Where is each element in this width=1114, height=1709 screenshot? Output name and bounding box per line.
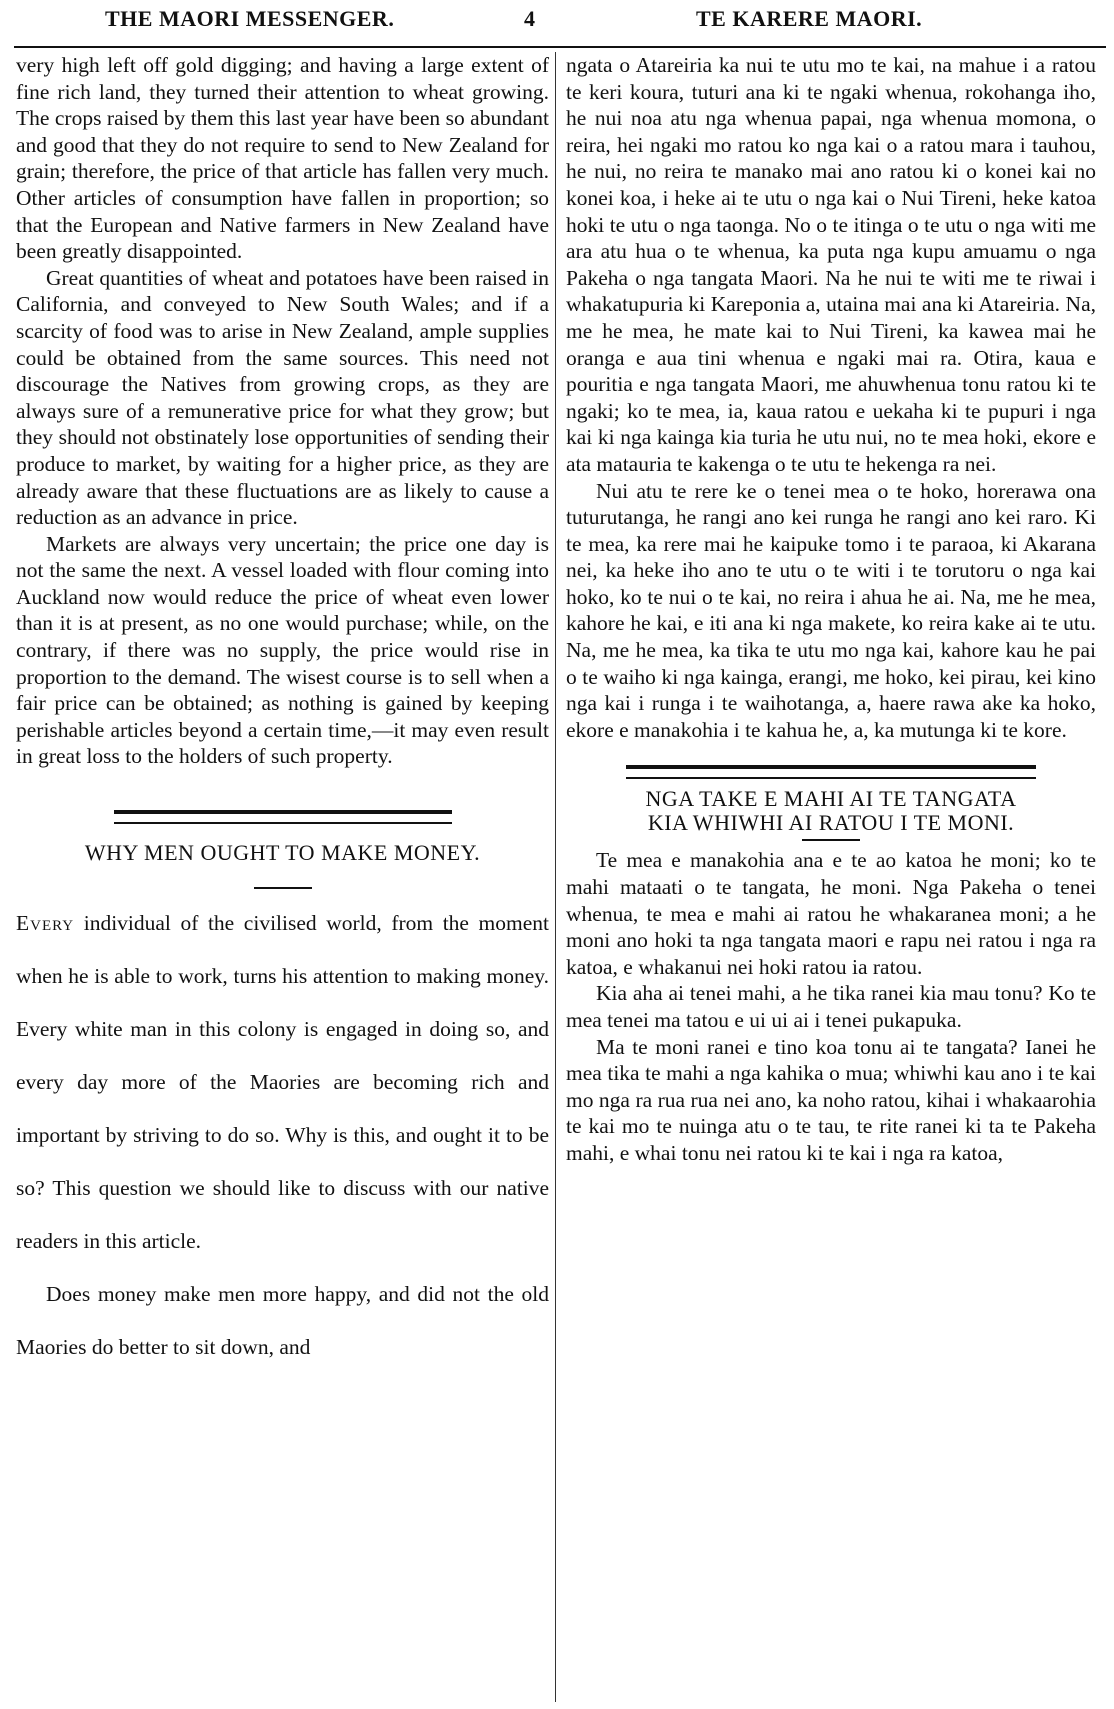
maori-paragraph: ngata o Atareiria ka nui te utu mo te kai, na mahue i a ratou te keri koura, tuturi ana ki te ngaki whenua, rokohanga iho, he nui noa atu nga whenua papai, nga whenua momona, o reira, hei ngaki mo ratou ko nga kai o a ratou mara i tauhou, he nui, no reira te manako mai ano ratou ki o konei kai no konei koa, i heke ai te utu o nga kai o Nui Tireni, heke katoa hoki te utu o nga taonga. No o te itinga o te utu o nga witi me ara atu hua o te whenua, ka puta nga kupu amuamu o nga Pakeha o nga tangata Maori. Na he nui te witi me te riwai i whakatupuria ki Kareponia a, utaina mai ana ki Atareiria. Na, me he mea, he mate kai to Nui Tireni, ka kawea mai he oranga e aua tini whenua e ngaki mai ra. Otira, kaua e pouritia e nga tangata Maori, me ahuwhenua tonu ratou ki te ngaki; ko te mea, ia, kaua ratou e uekaha ki te pupuri i nga kai ki nga kainga kia turia he utu nui, no te mea hoki, ekore e ata matauria te kakenga o te utu te hekenga ra nei. bbox=[566, 53, 1096, 476]
maori-section-paragraph: Te mea e manakohia ana e te ao katoa he moni; ko te mahi mataati o te tangata, he moni. Nga Pakeha o tenei whenua, te mea e mahi ai ratou he whakaranea moni; a he moni ano hoki ta nga tangata maori e rapu nei ratou i nga ra katoa, e whakanui nei hoki ratou ia ratou. bbox=[566, 848, 1096, 979]
english-section-paragraph: Does money make men more happy, and did not the old Maories do better to sit down, and bbox=[16, 1281, 549, 1359]
section-double-rule bbox=[626, 765, 1036, 779]
section-title-english: WHY MEN OUGHT TO MAKE MONEY. bbox=[84, 840, 481, 866]
maori-section-paragraph: Kia aha ai tenei mahi, a he tika ranei kia mau tonu? Ko te mea tenei ma tatou e ui ui ai i tenei pukapuka. bbox=[566, 981, 1096, 1032]
section-title-maori-line-2: KIA WHIWHI AI RATOU I TE MONI. bbox=[647, 810, 1015, 836]
english-paragraph: Markets are always very uncertain; the price one day is not the same the next. A vessel loaded with flour coming into Auckland now would reduce the price of wheat even lower than it is at present, as no one would purchase; while, on the contrary, if there was no supply, the price would rise in proportion to the demand. The wisest course is to sell when a fair price can be obtained; as nothing is gained by keeping perishable articles beyond a certain time,—it may even result in great loss to the holders of such property. bbox=[16, 531, 549, 769]
column-divider bbox=[555, 52, 556, 1702]
page-number: 4 bbox=[524, 6, 536, 31]
section-paragraph-text: individual of the civilised world, from the moment when he is able to work, turns his attention to making money. Every white man in this colony is engaged in doing so, and every day more of the Maories are becoming rich and important by striving to do so. Why is this, and ought it to be so? This question we should like to discuss with our native readers in this article. bbox=[16, 910, 550, 1253]
page-header bbox=[0, 0, 1114, 44]
english-paragraph: Great quantities of wheat and potatoes have been raised in California, and conveyed to New South Wales; and if a scarcity of food was to arise in New Zealand, ample supplies could be obtained from the same sources. This need not discourage the Natives from growing crops, as they are always sure of a remunerative price for what they grow; but they should not obstinately lose opportunities of sending their produce to market, by waiting for a higher price, as they are already aware that these fluctuations are as likely to cause a reduction as an advance in price. bbox=[16, 265, 549, 530]
section-double-rule bbox=[114, 810, 452, 824]
maori-section-paragraph: Ma te moni ranei e tino koa tonu ai te tangata? Ianei he mea tika te mahi a nga kahika o mua; whiwhi kau ano i te kai mo nga ra rua rua nei ano, ka noho ratou, kihai i whakaarohia te kai mo te nuinga atu o te tau, te rite ranei ki ta te Pakeha mahi, e whai tonu nei ratou ki te kai i nga ra katoa, bbox=[566, 1034, 1096, 1165]
section-lead-word: Every bbox=[16, 910, 75, 935]
english-section-body bbox=[16, 897, 549, 1374]
english-column bbox=[16, 52, 549, 1374]
english-paragraph: very high left off gold digging; and having a large extent of fine rich land, they turned their attention to wheat growing. The crops raised by them this last year have been so abundant and good that they do not require to send to New Zealand for grain; therefore, the price of that article has fallen very much. Other articles of consumption have fallen in proportion; so that the European and Native farmers in New Zealand have been greatly disappointed. bbox=[16, 53, 549, 264]
maori-column bbox=[566, 52, 1096, 1167]
header-rule bbox=[14, 46, 1106, 48]
section-title-maori-line-1: NGA TAKE E MAHI AI TE TANGATA bbox=[645, 786, 1017, 812]
masthead-english: THE MAORI MESSENGER. bbox=[105, 6, 395, 31]
english-section-paragraph bbox=[16, 897, 549, 1268]
maori-paragraph: Nui atu te rere ke o tenei mea o te hoko, horerawa ona tuturutanga, he rangi ano kei runga he rangi ano kei raro. Ki te mea, ka rere mai he kaipuke tomo i te paraoa, ki Akarana nei, ka heke iho ano te utu o te witi i te torutoru o nga kai hoko, ko te nui o te kai, no reira i ahua he ai. Na, me he mea, kahore he kai, e iti ana ki nga makete, ko reira kake ai te utu. Na, me he mea, ka tika te utu mo nga kai, kahore kau he pai o te waiho ki nga kainga, erangi, me hoko, kei pirau, kei kino nga kai i runga i te waihotanga, a, haere rawa ake ka hoko, ekore e manakohia i te kahua he, a, ka mutunga ki te kore. bbox=[566, 478, 1096, 742]
masthead-maori: TE KARERE MAORI. bbox=[696, 6, 923, 31]
